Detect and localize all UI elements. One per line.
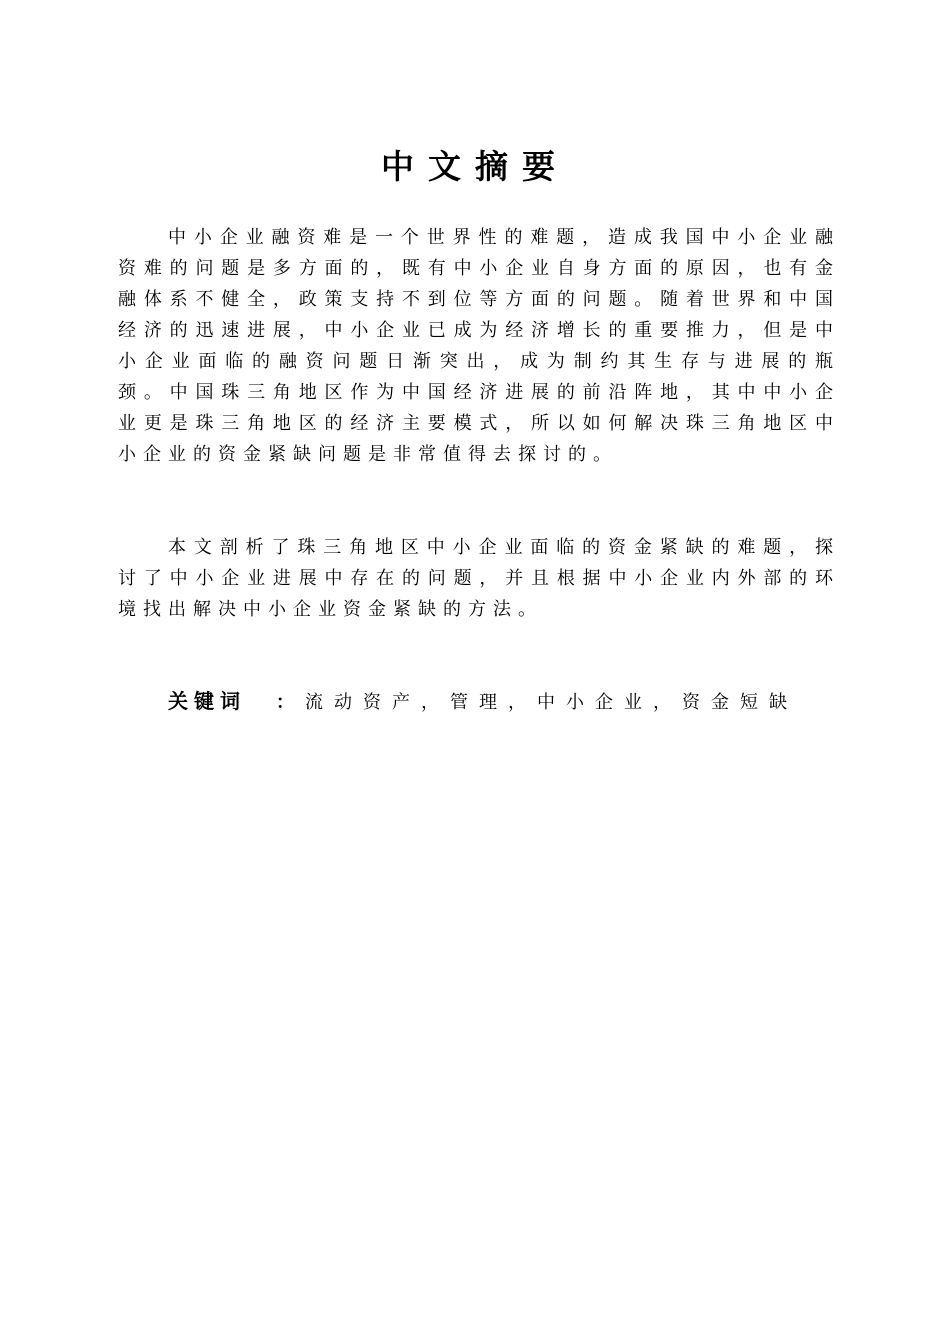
- abstract-paragraph-1: 中小企业融资难是一个世界性的难题，造成我国中小企业融资难的问题是多方面的，既有中小企业自身方面的原因，也有金融体系不健全，政策支持不到位等方面的问题。随着世界和中国经济的迅速进展，中小企业已成为经济增长的重要推力，但是中小企业面临的融资问题日渐突出，成为制约其生存与进展的瓶颈。中国珠三角地区作为中国经济进展的前沿阵地，其中中小企业更是珠三角地区的经济主要模式，所以如何解决珠三角地区中小企业的资金紧缺问题是非常值得去探讨的。: [118, 227, 840, 465]
- keywords-colon: ：: [276, 692, 301, 713]
- page-title: 中文摘要: [381, 147, 569, 186]
- abstract-paragraph-2: 本文剖析了珠三角地区中小企业面临的资金紧缺的难题，探讨了中小企业进展中存在的问题，并且根据中小企业内外部的环境找出解决中小企业资金紧缺的方法。: [118, 537, 840, 620]
- keywords-line: [118, 686, 840, 718]
- keywords-text: 流动资产，管理，中小企业，资金短缺: [305, 692, 798, 713]
- keywords-label: 关键词: [168, 689, 246, 713]
